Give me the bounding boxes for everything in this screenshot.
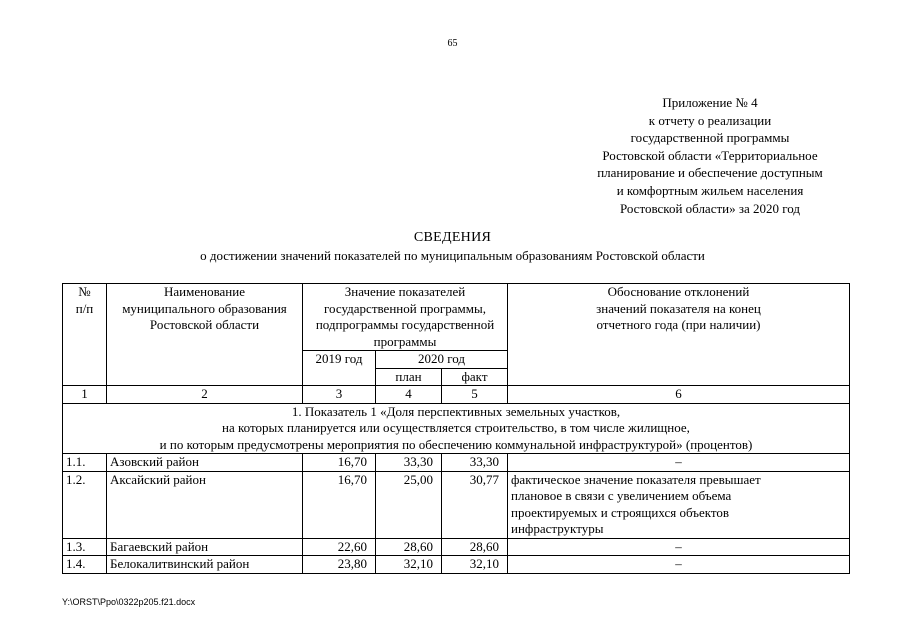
row-name: Белокалитвинский район bbox=[107, 556, 303, 574]
row-num: 1.2. bbox=[63, 471, 107, 538]
header-text: значений показателя на конец bbox=[596, 300, 761, 316]
column-number: 3 bbox=[303, 386, 376, 404]
row-value-2019: 16,70 bbox=[303, 471, 376, 538]
document-subtitle: о достижении значений показателей по муниципальным образованиям Ростовской области bbox=[200, 248, 705, 263]
header-num bbox=[63, 284, 107, 386]
row-name: Аксайский район bbox=[107, 471, 303, 538]
appendix-line: Приложение № 4 bbox=[662, 95, 758, 110]
header-plan: план bbox=[376, 368, 442, 386]
header-text: программы bbox=[373, 333, 437, 349]
table-row bbox=[63, 556, 850, 574]
row-value-fact: 28,60 bbox=[442, 538, 508, 556]
note-line: инфраструктуры bbox=[511, 521, 604, 536]
row-value-fact: 33,30 bbox=[442, 454, 508, 472]
note-line: проектируемых и строящихся объектов bbox=[511, 504, 730, 520]
header-text: подпрограммы государственной bbox=[315, 317, 495, 332]
appendix-line: Ростовской области» за 2020 год bbox=[619, 200, 801, 216]
row-note bbox=[508, 471, 850, 538]
row-value-plan: 33,30 bbox=[376, 454, 442, 472]
header-text: п/п bbox=[75, 300, 94, 316]
row-num: 1.3. bbox=[63, 538, 107, 556]
section-row bbox=[63, 403, 850, 454]
note-line: плановое в связи с увеличением объема bbox=[511, 488, 732, 503]
table-row bbox=[63, 454, 850, 472]
appendix-line: планирование и обеспечение доступным bbox=[597, 165, 823, 181]
column-number: 2 bbox=[107, 386, 303, 404]
header-fact: факт bbox=[442, 368, 508, 386]
row-value-2019: 23,80 bbox=[303, 556, 376, 574]
header-text: Обоснование отклонений bbox=[607, 284, 750, 299]
column-number: 1 bbox=[63, 386, 107, 404]
header-row bbox=[63, 284, 850, 351]
appendix-line: Ростовской области «Территориальное bbox=[602, 147, 818, 163]
row-num: 1.1. bbox=[63, 454, 107, 472]
header-text: отчетного года (при наличии) bbox=[596, 317, 761, 332]
row-note: – bbox=[508, 556, 850, 574]
row-name: Багаевский район bbox=[107, 538, 303, 556]
column-number: 5 bbox=[442, 386, 508, 404]
header-justification bbox=[508, 284, 850, 386]
appendix-line: государственной программы bbox=[630, 130, 790, 146]
header-year-2020: 2020 год bbox=[376, 351, 508, 369]
indicators-table bbox=[62, 283, 850, 574]
column-number: 4 bbox=[376, 386, 442, 404]
row-note: – bbox=[508, 538, 850, 556]
file-path-footer: Y:\ORST\Ppo\0322p205.f21.docx bbox=[62, 597, 196, 607]
row-value-plan: 25,00 bbox=[376, 471, 442, 538]
section-line: и по которым предусмотрены мероприятия по обеспечению коммунальной инфраструктурой» (процентов) bbox=[159, 436, 753, 452]
header-text: Наименование bbox=[164, 284, 245, 299]
row-value-fact: 30,77 bbox=[442, 471, 508, 538]
row-value-plan: 32,10 bbox=[376, 556, 442, 574]
header-text: муниципального образования bbox=[122, 300, 287, 316]
header-year-2019: 2019 год bbox=[303, 351, 376, 386]
row-name: Азовский район bbox=[107, 454, 303, 472]
page-number: 65 bbox=[447, 38, 458, 49]
header-text: Ростовской области bbox=[149, 317, 260, 332]
column-number: 6 bbox=[508, 386, 850, 404]
column-numbers-row bbox=[63, 386, 850, 404]
header-value bbox=[303, 284, 508, 351]
document-title: СВЕДЕНИЯ bbox=[413, 230, 492, 245]
header-name bbox=[107, 284, 303, 386]
appendix-line: к отчету о реализации bbox=[648, 112, 772, 128]
row-value-fact: 32,10 bbox=[442, 556, 508, 574]
table-row bbox=[63, 471, 850, 538]
row-note: – bbox=[508, 454, 850, 472]
table-row bbox=[63, 538, 850, 556]
row-value-plan: 28,60 bbox=[376, 538, 442, 556]
header-text: № bbox=[78, 284, 91, 299]
header-text: Значение показателей bbox=[344, 284, 466, 299]
row-value-2019: 16,70 bbox=[303, 454, 376, 472]
section-heading bbox=[63, 403, 850, 454]
note-line: фактическое значение показателя превышает bbox=[511, 471, 761, 487]
header-text: государственной программы, bbox=[324, 300, 486, 316]
section-line: 1. Показатель 1 «Доля перспективных земельных участков, bbox=[291, 403, 621, 419]
section-line: на которых планируется или осуществляется строительство, в том числе жилищное, bbox=[222, 420, 690, 435]
appendix-block bbox=[540, 94, 880, 217]
row-num: 1.4. bbox=[63, 556, 107, 574]
appendix-line: и комфортным жильем населения bbox=[616, 182, 804, 198]
row-value-2019: 22,60 bbox=[303, 538, 376, 556]
